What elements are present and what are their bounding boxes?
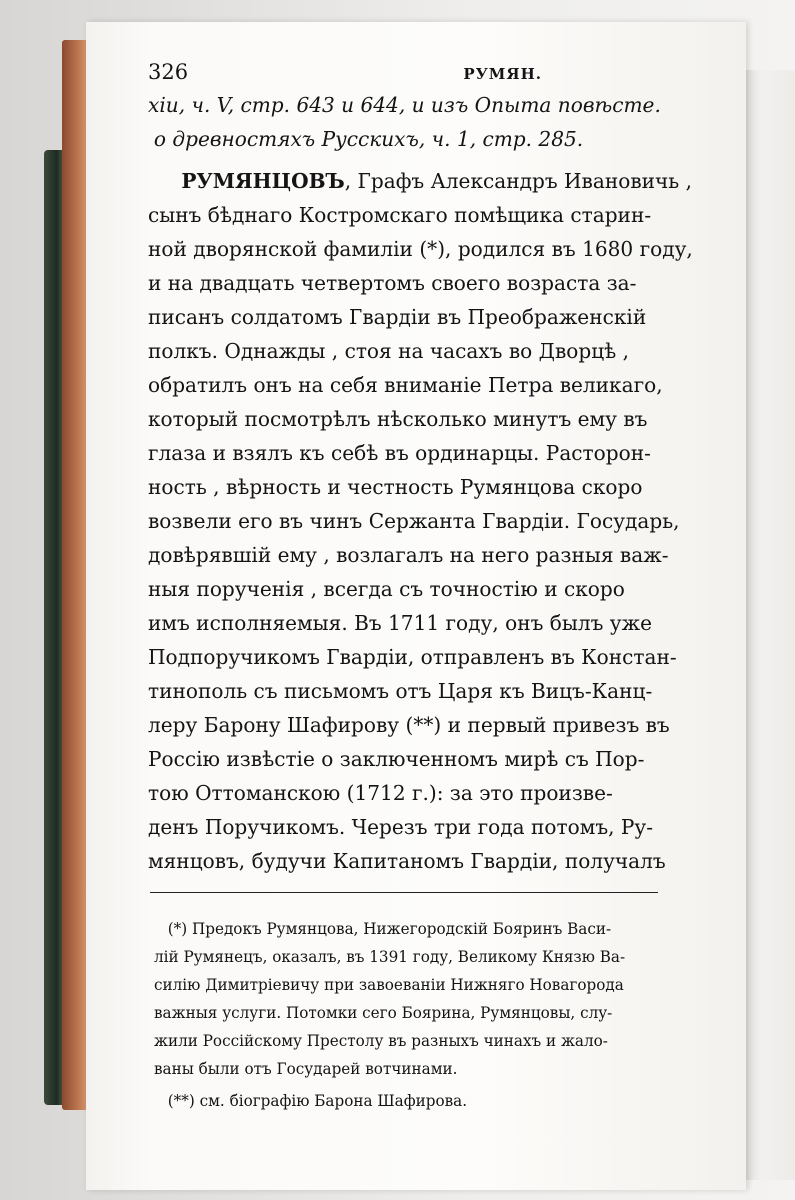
page-content <box>148 60 748 1115</box>
text-line: сынъ бѣднаго Костромскаго помѣщика старин- <box>148 203 652 227</box>
footnote-line: важныя услуги. Потомки сего Боярина, Румянцовы, слу- <box>154 1004 613 1022</box>
running-head: РУМЯН. <box>463 65 542 83</box>
headword: РУМЯНЦОВЪ <box>181 169 345 193</box>
footnotes <box>148 915 748 1115</box>
text-line: и на двадцать четвертомъ своего возраста за- <box>148 271 637 295</box>
text-line: тою Оттоманскою (1712 г.): за это произве- <box>148 781 613 805</box>
article-body <box>148 164 748 878</box>
footnote-line: (*) Предокъ Румянцова, Нижегородскiй Бояринъ Васи- <box>167 920 612 938</box>
text-line: полкъ. Однажды , стоя на часахъ во Дворцѣ , <box>148 339 630 363</box>
text-line: денъ Поручикомъ. Черезъ три года потомъ, Ру- <box>148 815 654 839</box>
footnote-line: лiй Румянецъ, оказалъ, въ 1391 году, Великому Князю Ва- <box>154 948 626 966</box>
text-line: писанъ солдатомъ Гвардiи въ Преображенскiй <box>148 305 647 329</box>
text-line: имъ исполняемыя. Въ 1711 году, онъ былъ уже <box>148 611 652 635</box>
intro-line: о древностяхъ Русскихъ, ч. 1, стр. 285. <box>153 127 584 151</box>
intro-block <box>148 88 748 156</box>
text-line: тинополь съ письмомъ отъ Царя къ Вицъ-Канц- <box>148 679 653 703</box>
text-line: ность , вѣрность и честность Румянцова скоро <box>148 475 643 499</box>
footnote-line: жили Россiйскому Престолу въ разныхъ чинахъ и жало- <box>154 1032 608 1050</box>
footnote-line: (**) см. бiографiю Барона Шафирова. <box>167 1092 468 1110</box>
text-line: обратилъ онъ на себя вниманiе Петра великаго, <box>148 373 663 397</box>
text-line: ной дворянской фамилiи (*), родился въ 1680 году, <box>148 237 693 261</box>
text-line: Россiю извѣстiе о заключенномъ мирѣ съ Пор- <box>148 747 645 771</box>
page-header <box>148 60 748 84</box>
text-line: довѣрявшiй ему , возлагалъ на него разныя важ- <box>148 543 669 567</box>
first-line-rest: , Графъ Александръ Ивановичь , <box>344 169 693 193</box>
text-line: ныя порученiя , всегда съ точностiю и скоро <box>148 577 625 601</box>
footnote-line: силiю Димитрiевичу при завоеванiи Нижняго Новагорода <box>154 976 624 994</box>
text-line: леру Барону Шафирову (**) и первый привезъ въ <box>148 713 670 737</box>
footnote-line: ваны были отъ Государей вотчинами. <box>154 1060 458 1078</box>
text-line: мянцовъ, будучи Капитаномъ Гвардiи, получалъ <box>148 849 666 873</box>
text-line: Подпоручикомъ Гвардiи, отправленъ въ Констан- <box>148 645 677 669</box>
book-page <box>86 22 746 1190</box>
text-line: возвели его въ чинъ Сержанта Гвардiи. Государь, <box>148 509 680 533</box>
footnote-divider <box>150 892 658 893</box>
article-first-line <box>148 164 736 198</box>
text-line: который посмотрѣлъ нѣсколько минутъ ему въ <box>148 407 648 431</box>
text-line: глаза и взялъ къ себѣ въ ординарцы. Расторон- <box>148 441 651 465</box>
page-number: 326 <box>148 60 189 84</box>
intro-line: xiu, ч. V, стр. 643 и 644, и изъ Опыта повѣсте. <box>148 93 661 117</box>
